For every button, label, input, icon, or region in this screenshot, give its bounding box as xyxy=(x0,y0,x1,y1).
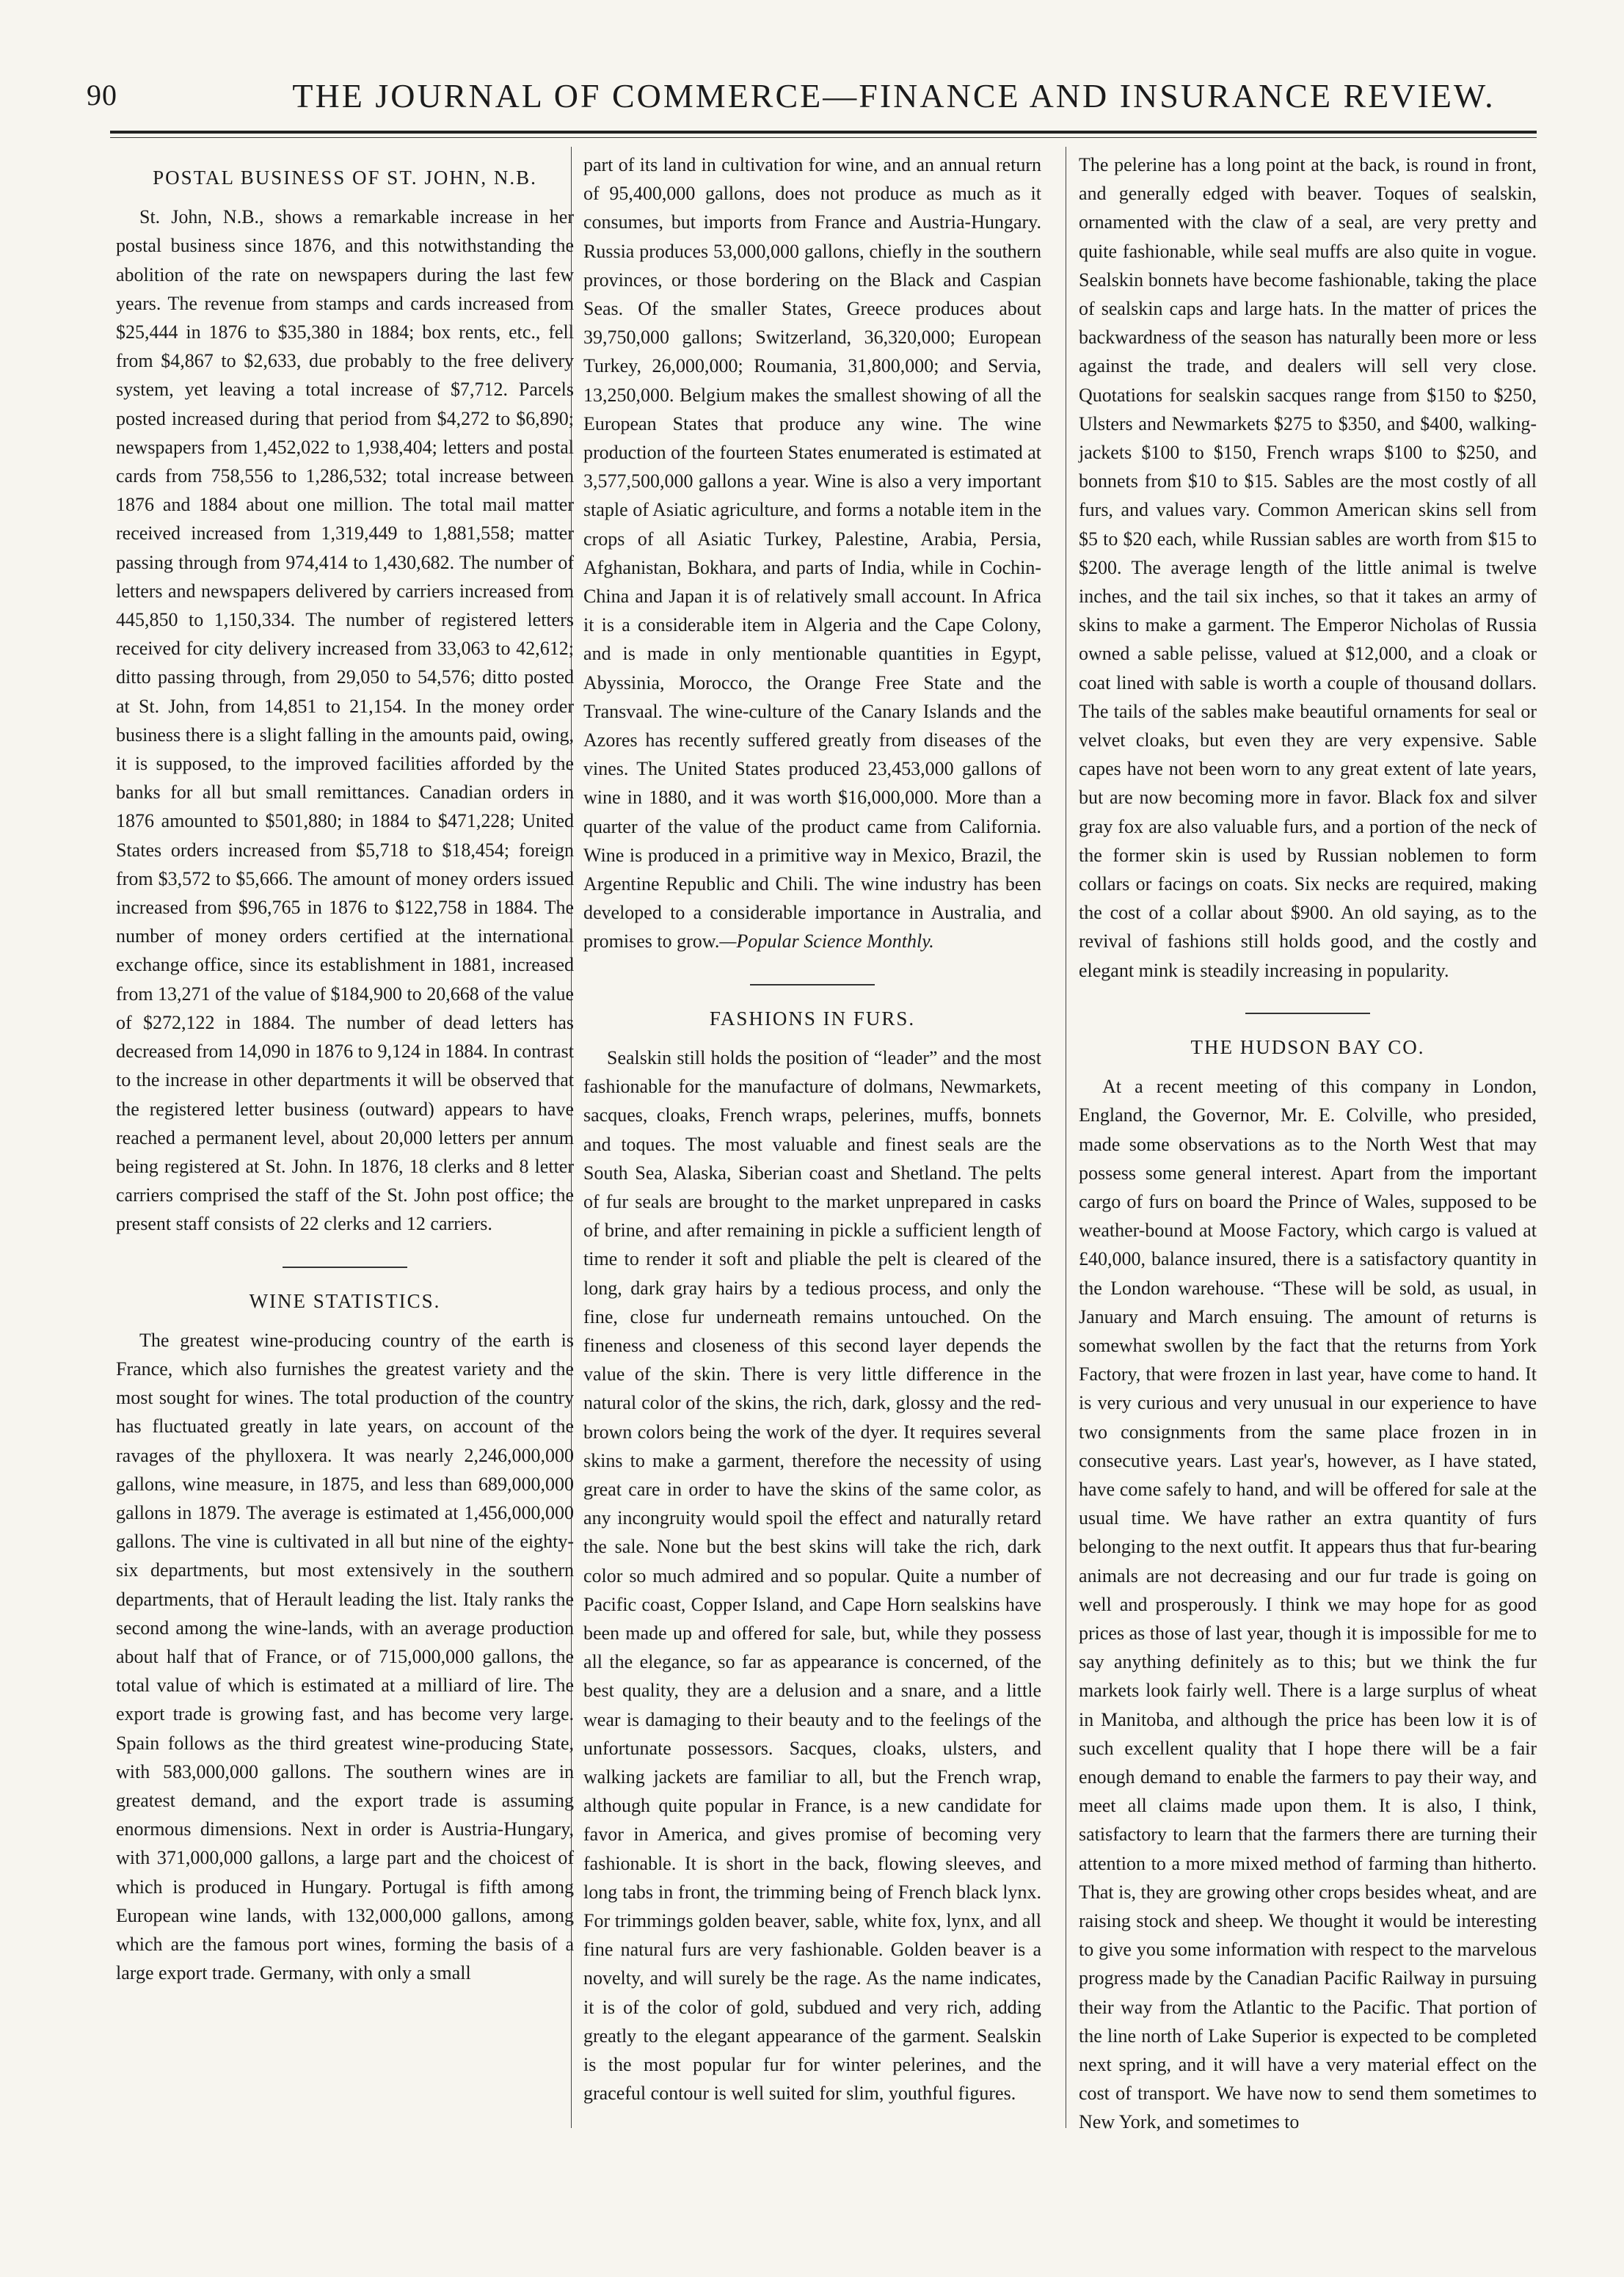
page-number: 90 xyxy=(87,79,117,112)
header-rule xyxy=(110,131,1537,138)
column-2 xyxy=(583,150,1041,2112)
wine-text-part1: The greatest wine-producing country of the earth is France, which also furnishes the greatest variety and the most sought for wines. The total production of the country has fluctuated greatly in late years, on account of the ravages of the phylloxera. It was nearly 2,246,000,000 gallons, wine measure, in 1875, and less than 689,000,000 gallons in 1879. The average is estimated at 1,456,000,000 gallons. The vine is cultivated in all but nine of the eighty-six departments, but most extensively in the southern departments, that of Herault leading the list. Italy ranks the second among the wine-lands, with an average production about half that of France, or of 715,000,000 gallons, the total value of which is estimated at a milliard of lire. The export trade is growing fast, and has become very large. Spain follows as the third greatest wine-producing State, with 583,000,000 gallons. The southern wines are in greatest demand, and the export trade is assuming enormous dimensions. Next in order is Austria-Hungary, with 371,000,000 gallons, a large part and the choicest of which is produced in Hungary. Portugal is fifth among European wine lands, with 132,000,000 gallons, among which are the famous port wines, forming the basis of a large export trade. Germany, with only a small xyxy=(116,1329,574,1984)
wine-heading: WINE STATISTICS. xyxy=(249,1289,441,1312)
article-separator xyxy=(750,984,875,986)
page-header xyxy=(87,72,1541,125)
wine-citation: —Popular Science Monthly. xyxy=(719,930,934,952)
furs-heading: FASHIONS IN FURS. xyxy=(709,1007,916,1030)
furs-text-part2: The pelerine has a long point at the back, is round in front, and generally edged with beaver. Toques of sealskin, ornamented with the claw of a seal, are very pretty and quite fashionable, while seal muffs are also quite in vogue. Sealskin bonnets have become fashionable, taking the place of sealskin caps and large hats. In the matter of prices the backwardness of the season has naturally been more or less against the trade, and dealers will sell very close. Quotations for sealskin sacques range from $150 to $250, Ulsters and Newmarkets $275 to $350, and $400, walking-jackets $100 to $150, French wraps $100 to $250, and bonnets from $10 to $15. Sables are the most costly of all furs, and values vary. Common American skins sell from $5 to $20 each, while Russian sables are worth from $15 to $200. The average length of the little animal is twelve inches, and the tail six inches, so that it takes an army of skins to make a garment. The Emperor Nicholas of Russia owned a sable pelisse, valued at $12,000, and a cloak or coat lined with sable is worth a couple of thousand dollars. The tails of the sables make beautiful ornaments for seal or velvet cloaks, but even they are very expensive. Sable capes have not been worn to any great extent of late years, but are now becoming more in favor. Black fox and silver gray fox are also valuable furs, and a portion of the neck of the former skin is used by Russian noblemen to form collars or facings on coats. Six necks are required, making the cost of a collar about $900. An old saying, as to the revival of fashions still holds good, and the costly and elegant mink is steadily increasing in popularity. xyxy=(1079,154,1537,981)
article-separator xyxy=(1245,1013,1370,1014)
hudson-text: At a recent meeting of this company in London, England, the Governor, Mr. E. Colville, who presided, made some observations as to the North West that may possess some general interest. Apart from the important cargo of furs on board the Prince of Wales, supposed to be weather-bound at Moose Factory, which cargo is valued at £40,000, balance insured, there is a satisfactory quantity in the London warehouse. “These will be sold, as usual, in January and March ensuing. The amount of returns is somewhat swollen by the fact that the returns from York Factory, that were frozen in last year, have come to hand. It is very curious and very unusual in our experience to have two consignments from the same place frozen in in consecutive years. Last year's, however, as I have stated, have come safely to hand, and will be offered for sale at the usual time. We have rather an extra quantity of furs belonging to the next outfit. It appears thus that fur-bearing animals are not decreasing and our fur trade is going on well and prosperously. I think we may hope for as good prices as those of last year, though it is impossible for me to say anything definitely as to this; but we think the fur markets look fairly well. There is a large surplus of wheat in Manitoba, and although the price has been low it is of such excellent quality that I hope there will be a fair enough demand to enable the farmers to pay their way, and meet all claims made upon them. It is also, I think, satisfactory to learn that the farmers there are turning their attention to a more mixed method of farming than hitherto. That is, they are growing other crops besides wheat, and are raising stock and sheep. We thought it would be interesting to give you some information with respect to the marvelous progress made by the Canadian Pacific Railway in pursuing their way from the Atlantic to the Pacific. That portion of the line north of Lake Superior is expected to be completed next spring, and it will have a very material effect on the cost of transport. We have now to send them sometimes to New York, and sometimes to xyxy=(1079,1076,1537,2133)
article-separator xyxy=(283,1267,407,1268)
wine-text-part2 xyxy=(583,150,1041,956)
journal-title: THE JOURNAL OF COMMERCE—FINANCE AND INSURANCE REVIEW. xyxy=(292,77,1496,114)
column-3 xyxy=(1079,150,1537,2141)
postal-text: St. John, N.B., shows a remarkable increase in her postal business since 1876, and this notwithstanding the abolition of the rate on newspapers during the last few years. The revenue from stamps and cards increased from $25,444 in 1876 to $35,380 in 1884; box rents, etc., fell from $4,867 to $2,633, due probably to the free delivery system, yet leaving a total increase of $7,712. Parcels posted increased during that period from $4,272 to $6,890; newspapers from 1,452,022 to 1,938,404; letters and postal cards from 758,556 to 1,286,532; total increase between 1876 and 1884 about one million. The total mail matter received increased from 1,319,449 to 1,881,558; matter passing through from 974,414 to 1,430,682. The number of letters and newspapers delivered by carriers increased from 445,850 to 1,150,334. The number of registered letters received for city delivery increased from 33,063 to 42,612; ditto passing through, from 29,050 to 54,576; ditto posted at St. John, from 14,851 to 21,154. In the money order business there is a slight falling in the amounts paid, owing, it is supposed, to the improved facilities afforded by the banks for all but small remittances. Canadian orders in 1876 amounted to $501,880; in 1884 to $471,228; United States orders increased from $5,718 to $18,454; foreign from $3,572 to $5,666. The amount of money orders issued increased from $96,765 in 1876 to $122,758 in 1884. The number of money orders certified at the international exchange office, since its establishment in 1881, increased from 13,271 of the value of $184,900 to 20,668 of the value of $272,122 in 1884. The number of dead letters has decreased from 14,090 in 1876 to 9,124 in 1884. In contrast to the increase in other departments it will be observed that the registered letter business (outward) appears to have reached a permanent level, about 20,000 letters per annum being registered at St. John. In 1876, 18 clerks and 8 letter carriers comprised the staff of the St. John post office; the present staff consists of 22 clerks and 12 carriers. xyxy=(116,206,574,1235)
wine-text-continued: part of its land in cultivation for wine, and an annual return of 95,400,000 gallons, does not produce as much as it consumes, but imports from France and Austria-Hungary. Russia produces 53,000,000 gallons, chiefly in the southern provinces, or those bordering on the Black and Caspian Seas. Of the smaller States, Greece produces about 39,750,000 gallons; Switzerland, 36,320,000; European Turkey, 26,000,000; Roumania, 31,800,000; and Servia, 13,250,000. Belgium makes the smallest showing of all the European States that produce any wine. The wine production of the fourteen States enumerated is estimated at 3,577,500,000 gallons a year. Wine is also a very important staple of Asiatic agriculture, and forms a notable item in the crops of all Asiatic Turkey, Palestine, Arabia, Persia, Afghanistan, Bokhara, and parts of India, while in Cochin-China and Japan it is of relatively small account. In Africa it is a considerable item in Algeria and the Cape Colony, and is made in only mentionable quantities in Egypt, Abyssinia, Morocco, the Orange Free State and the Transvaal. The wine-culture of the Canary Islands and the Azores has recently suffered greatly from diseases of the vines. The United States produced 23,453,000 gallons of wine in 1880, and it was worth $16,000,000. More than a quarter of the value of the product came from California. Wine is produced in a primitive way in Mexico, Brazil, the Argentine Republic and Chili. The wine industry has been developed to a considerable importance in Australia, and promises to grow. xyxy=(583,154,1041,952)
postal-heading: POSTAL BUSINESS OF ST. JOHN, N.B. xyxy=(153,167,537,189)
furs-text-part1: Sealskin still holds the position of “leader” and the most fashionable for the manufacture of dolmans, Newmarkets, sacques, cloaks, French wraps, pelerines, muffs, bonnets and toques. The most valuable and finest seals are the South Sea, Alaska, Siberian coast and Shetland. The pelts of fur seals are brought to the market unprepared in casks of brine, and after remaining in pickle a sufficient length of time to render it soft and pliable the pelt is cleared of the long, dark gray hairs by a tedious process, and only the fine, close fur underneath remains untouched. On the fineness and closeness of this second layer depends the value of the skin. There is very little difference in the natural color of the skins, the rich, dark, glossy and the red-brown colors being the work of the dyer. It requires several skins to make a garment, therefore the necessity of using great care in order to have the skins of the same color, as any incongruity would spoil the effect and naturally retard the sale. None but the best skins will take the rich, dark color so much admired and so popular. Quite a number of Pacific coast, Copper Island, and Cape Horn sealskins have been made up and offered for sale, but, while they possess all the elegance, so far as appearance is concerned, of the best quality, they are a delusion and a snare, and a little wear is damaging to their beauty and to the feelings of the unfortunate possessors. Sacques, cloaks, ulsters, and walking jackets are familiar to all, but the French wrap, although quite popular in France, is a new candidate for favor in America, and gives promise of becoming very fashionable. It is short in the back, flowing sleeves, and long tabs in front, the trimming being of French black lynx. For trimmings golden beaver, sable, white fox, lynx, and all fine natural furs are very fashionable. Golden beaver is a novelty, and will surely be the rage. As the name indicates, it is of the color of gold, subdued and very rich, adding greatly to the elegant appearance of the garment. Sealskin is the most popular fur for winter pelerines, and the graceful contour is well suited for slim, youthful figures. xyxy=(583,1046,1041,2105)
hudson-heading: THE HUDSON BAY CO. xyxy=(1190,1035,1425,1058)
column-1 xyxy=(116,150,574,1992)
